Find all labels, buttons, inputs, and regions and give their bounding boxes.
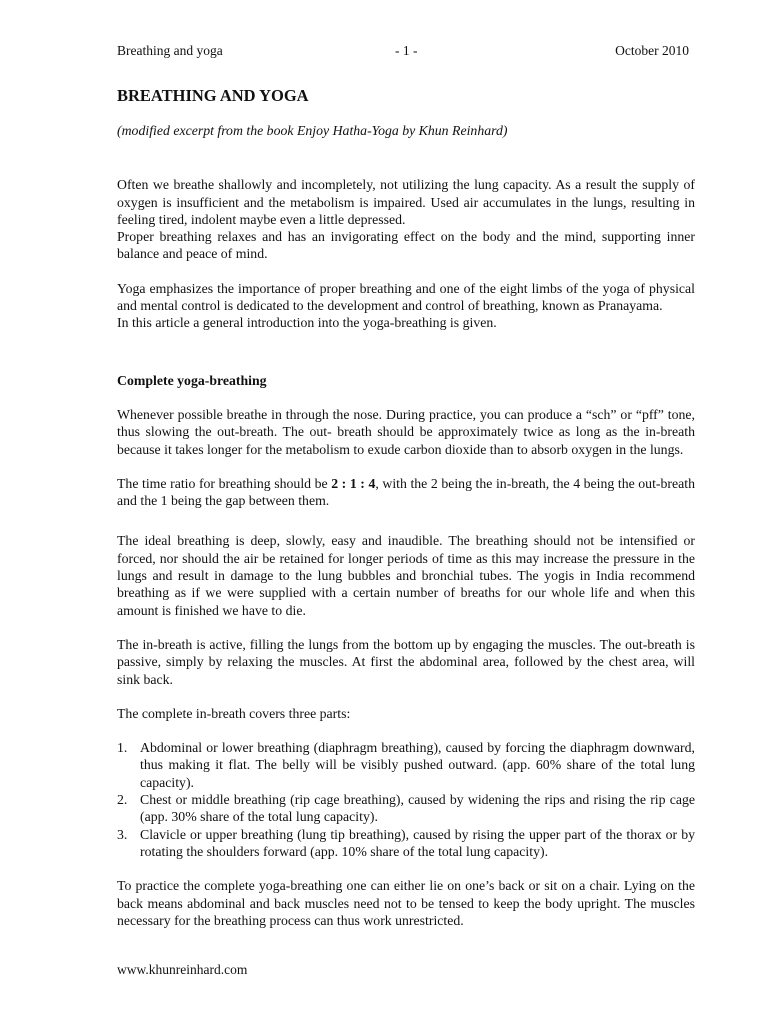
list-item <box>117 791 695 826</box>
document-title: BREATHING AND YOGA <box>117 86 309 105</box>
intro-paragraph-2: Proper breathing relaxes and has an invigorating effect on the body and the mind, supporting inner balance and peace of mind. <box>117 229 695 262</box>
document-subtitle: (modified excerpt from the book Enjoy Hatha-Yoga by Khun Reinhard) <box>117 123 508 138</box>
header-date: October 2010 <box>615 43 689 58</box>
ratio-text-post: , with the 2 being the in-breath, the 4 being the out-breath and the 1 being the gap between them. <box>117 475 695 509</box>
intro-paragraph-3: Yoga emphasizes the importance of proper breathing and one of the eight limbs of the yoga of physical and mental control is dedicated to the development and control of breathing, known as Pranayama. <box>117 280 695 314</box>
intro-paragraph-1: Often we breathe shallowly and incompletely, not utilizing the lung capacity. As a result the supply of oxygen is insufficient and the metabolism is impaired. Used air accumulates in the lungs, resulting in feeling tired, indolent maybe even a little depressed. <box>117 177 695 227</box>
list-item-number: 3. <box>117 826 128 842</box>
ratio-text-pre: The time ratio for breathing should be <box>117 475 332 491</box>
section-paragraph-4: The in-breath is active, filling the lungs from the bottom up by engaging the muscles. The out-breath is passive, simply by relaxing the muscles. At first the abdominal area, followed by the chest area, will sink back. <box>117 636 695 687</box>
list-item-text: Abdominal or lower breathing (diaphragm breathing), caused by forcing the diaphragm downward, thus making it flat. The belly will be visibly pushed outward. (app. 60% share of the total lung capacity). <box>140 740 695 790</box>
section-paragraph-5: The complete in-breath covers three parts: <box>117 705 351 721</box>
ratio-value: 2 : 1 : 4 <box>331 475 376 491</box>
list-item-number: 1. <box>117 740 128 756</box>
list-item-text: Chest or middle breathing (rip cage breathing), caused by widening the rips and rising the rip cage (app. 30% share of the total lung capacity). <box>140 792 695 825</box>
footer-url: www.khunreinhard.com <box>117 962 248 977</box>
section-paragraph-1: Whenever possible breathe in through the nose. During practice, you can produce a “sch” or “pff” tone, thus slowing the out-breath. The out- breath should be approximately twice as long as the in-breath because it takes longer for the metabolism to exude carbon dioxide than to absorb oxygen in the lungs. <box>117 406 695 457</box>
section-paragraph-3: The ideal breathing is deep, slowly, easy and inaudible. The breathing should not be intensified or forced, nor should the air be retained for longer periods of time as this may increase the pressure in the lungs and result in damage to the lung bubbles and bronchial tubes. The yogis in India recommend breathing as if we were supplied with a certain number of breaths for our whole life and when this amount is finished we have to die. <box>117 533 695 618</box>
list-item-number: 2. <box>117 792 128 808</box>
header-doc-title: Breathing and yoga <box>117 43 223 58</box>
list-item-text: Clavicle or upper breathing (lung tip breathing), caused by rising the upper part of the thorax or by rotating the shoulders forward (app. 10% share of the total lung capacity). <box>140 826 695 859</box>
section-heading: Complete yoga-breathing <box>117 372 267 388</box>
list-item <box>117 739 695 791</box>
ratio-paragraph <box>117 475 695 510</box>
list-item <box>117 826 695 861</box>
section-paragraph-6: To practice the complete yoga-breathing one can either lie on one’s back or sit on a chair. Lying on the back means abdominal and back muscles need not to be tensed to keep the body upright. The muscles necessary for the breathing process can thus work unrestricted. <box>117 878 695 928</box>
breathing-parts-list <box>117 739 695 860</box>
intro-paragraph-4: In this article a general introduction into the yoga-breathing is given. <box>117 315 497 331</box>
document-body <box>117 86 695 929</box>
page-number: - 1 - <box>395 43 418 58</box>
page-header <box>117 43 689 61</box>
